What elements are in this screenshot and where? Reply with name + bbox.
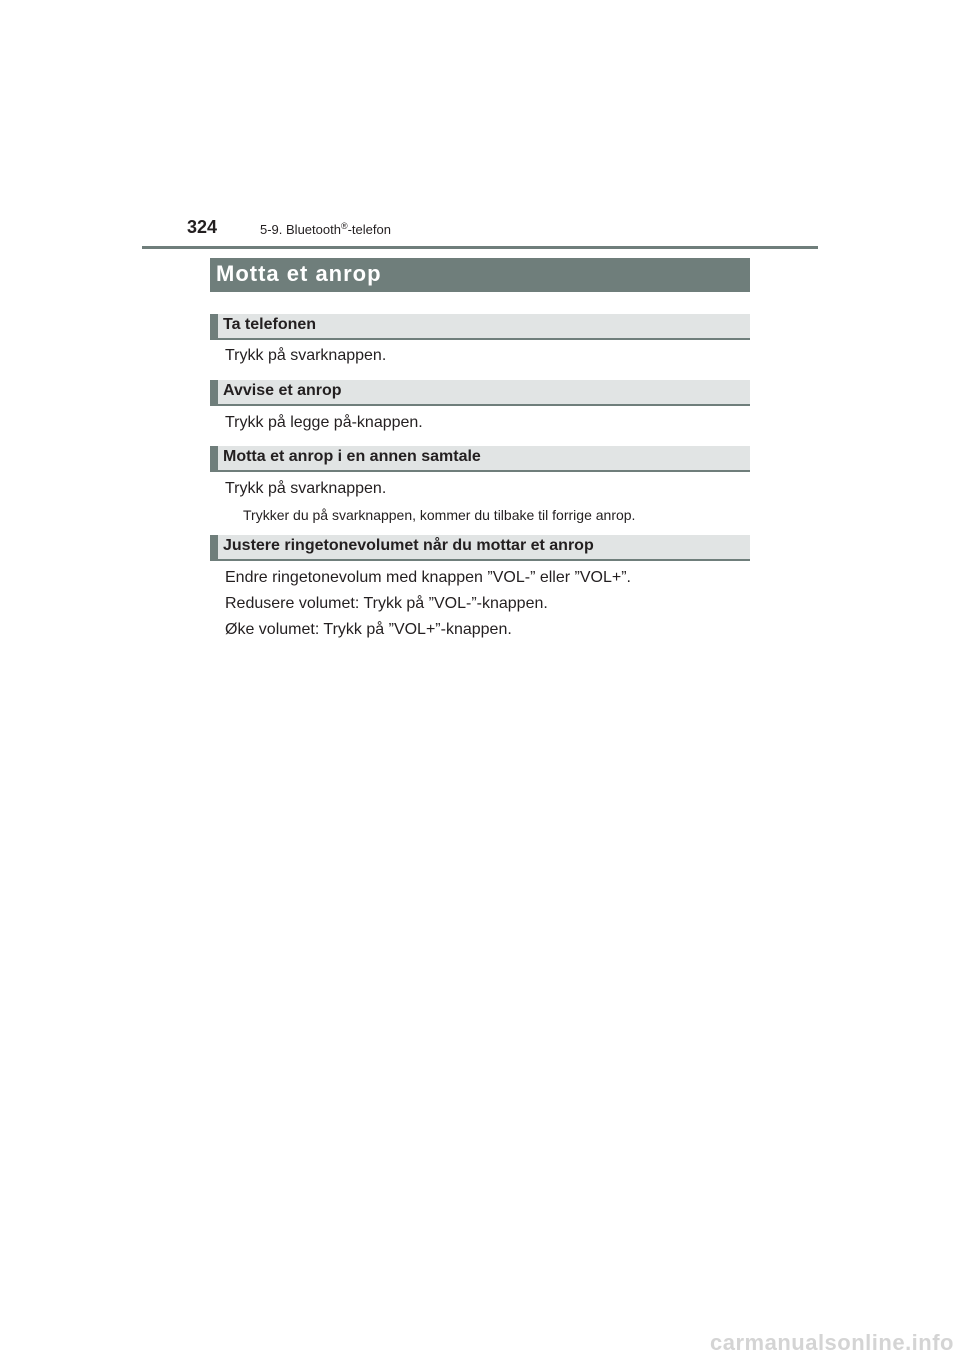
section-title: Justere ringetonevolumet når du mottar et anrop: [223, 537, 594, 554]
section-title: Motta et anrop i en annen samtale: [223, 448, 481, 465]
chapter-title-prefix: 5-9. Bluetooth: [260, 222, 341, 237]
page-header: [142, 212, 818, 249]
instruction-text: Redusere volumet: Trykk på ”VOL-”-knappen.: [225, 595, 548, 612]
section-heading-avvise-et-anrop: [210, 380, 750, 406]
section-title: Avvise et anrop: [223, 382, 342, 399]
section-heading-ta-telefonen: [210, 314, 750, 340]
section-heading-motta-et-anrop-i-en-annen-samtale: [210, 446, 750, 472]
instruction-text: Trykk på svarknappen.: [225, 347, 387, 364]
page-title: Motta et anrop: [216, 261, 382, 286]
chapter-title: [260, 221, 391, 237]
section-title: Ta telefonen: [223, 316, 317, 333]
instruction-text: Trykk på svarknappen.: [225, 480, 387, 497]
instruction-text: Endre ringetonevolum med knappen ”VOL-” eller ”VOL+”.: [225, 569, 631, 586]
note-text: Trykker du på svarknappen, kommer du tilbake til forrige anrop.: [243, 507, 636, 523]
page-number: 324: [187, 217, 218, 237]
main-title-bar: [210, 258, 750, 292]
registered-mark: ®: [340, 221, 348, 231]
instruction-text: Øke volumet: Trykk på ”VOL+”-knappen.: [225, 621, 512, 638]
instruction-text: Trykk på legge på-knappen.: [225, 414, 423, 431]
chapter-title-suffix: -telefon: [347, 222, 391, 237]
watermark-text: carmanualsonline.info: [710, 1330, 954, 1355]
section-heading-justere-ringetonevolumet: [210, 535, 750, 561]
